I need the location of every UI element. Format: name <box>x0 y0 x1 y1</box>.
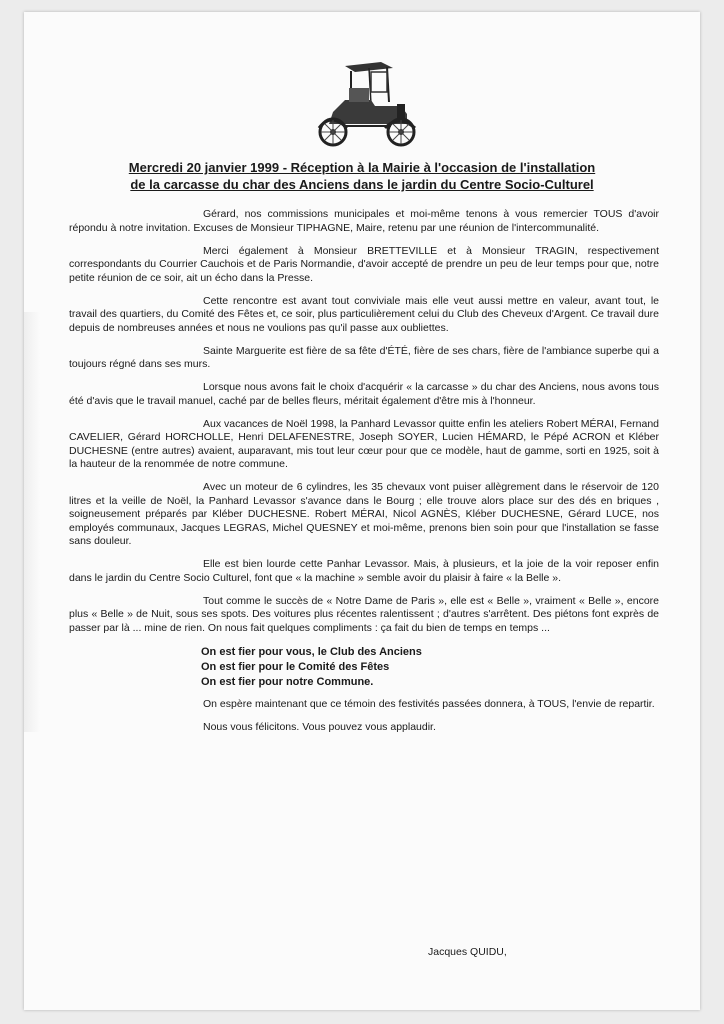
closing-paragraph: Nous vous félicitons. Vous pouvez vous applaudir. <box>203 720 436 733</box>
paragraph: Lorsque nous avons fait le choix d'acquérir « la carcasse » du char des Anciens, nous avons tous été d'avis que le travail manuel, caché par de belles fleurs, méritait également d'être mis à l'honneur. <box>69 381 659 407</box>
paragraph: Merci également à Monsieur BRETTEVILLE et à Monsieur TRAGIN, respectivement correspondants du Courrier Cauchois et de Paris Normandie, d'avoir accepté de prendre un peu de leur temps pour que, notre petite réunion de ce soir, ait un écho dans la Presse. <box>69 244 659 284</box>
signature: Jacques QUIDU, <box>428 946 507 958</box>
fier-line: On est fier pour vous, le Club des Anciens <box>201 645 422 658</box>
fier-line: On est fier pour le Comité des Fêtes <box>201 660 390 673</box>
closing-paragraph: On espère maintenant que ce témoin des festivités passées donnera, à TOUS, l'envie de repartir. <box>203 697 655 710</box>
paragraph: Cette rencontre est avant tout conviviale mais elle veut aussi mettre en valeur, avant tout, le travail des quartiers, du Comité des Fêtes et, ce soir, plus particulièrement celui du Club des Cheveux d'Argent. Ce travail dure depuis de nombreuses années et nous ne voulions pas qu'il passe aux oubliettes. <box>69 294 659 334</box>
document-title <box>64 159 660 193</box>
fier-line: On est fier pour notre Commune. <box>201 675 374 688</box>
letter-body <box>69 208 659 744</box>
vintage-car-icon <box>311 48 423 152</box>
paragraph: Avec un moteur de 6 cylindres, les 35 chevaux vont puiser allègrement dans le réservoir de 120 litres et la veille de Noël, la Panhard Levassor s'avance dans le Bourg ; elle trouve alors place sur des dés en briques , soigneusement préparés par Kléber DUCHESNE. Robert MÉRAI, Nicol AGNÈS, Kléber DUCHESNE, Gérard LUCE, nos employés communaux, Jacques LEGRAS, Michel QUESNEY et moi-même, prenons bien soin pour que l'installation se fasse sans douleur. <box>69 481 659 547</box>
paragraph: Aux vacances de Noël 1998, la Panhard Levassor quitte enfin les ateliers Robert MÉRAI, Fernand CAVELIER, Gérard HORCHOLLE, Henri DELAFENESTRE, Joseph SOYER, Lucien HÉMARD, le Pépé ACRON et Kléber DUCHESNE (entre autres) avaient, auparavant, mis tout leur cœur pour que ce modèle, haut de gamme, sorti en 1925, soit à la hauteur de la renommée de notre commune. <box>69 417 659 470</box>
title-line-2: de la carcasse du char des Anciens dans le jardin du Centre Socio-Culturel <box>130 177 594 192</box>
paragraph: Gérard, nos commissions municipales et moi-même tenons à vous remercier TOUS d'avoir répondu à notre invitation. Excuses de Monsieur TIPHAGNE, Maire, retenu par une réunion de l'intercommunalité. <box>69 208 659 234</box>
paragraph: Sainte Marguerite est fière de sa fête d'ÉTÉ, fière de ses chars, fière de l'ambiance superbe qui a toujours régné dans ses murs. <box>69 344 659 370</box>
paragraph: Elle est bien lourde cette Panhar Levassor. Mais, à plusieurs, et la joie de la voir reposer enfin dans le jardin du Centre Socio Culturel, font que « la machine » semble avoir du plaisir à faire « la Belle ». <box>69 558 659 584</box>
title-line-1: Mercredi 20 janvier 1999 - Réception à la Mairie à l'occasion de l'installation <box>128 160 596 175</box>
fier-block <box>201 645 659 690</box>
document-page <box>24 12 700 1010</box>
paper-shadow <box>24 312 40 732</box>
paragraph: Tout comme le succès de « Notre Dame de Paris », elle est « Belle », vraiment « Belle », encore plus « Belle » de Nuit, sous ses spots. Des voitures plus récentes ralentissent ; d'autres s'arrêtent. Des piétons font exprès de passer par là ... mine de rien. On nous fait quelques compliments : ça fait du bien de temps en temps ... <box>69 594 659 634</box>
